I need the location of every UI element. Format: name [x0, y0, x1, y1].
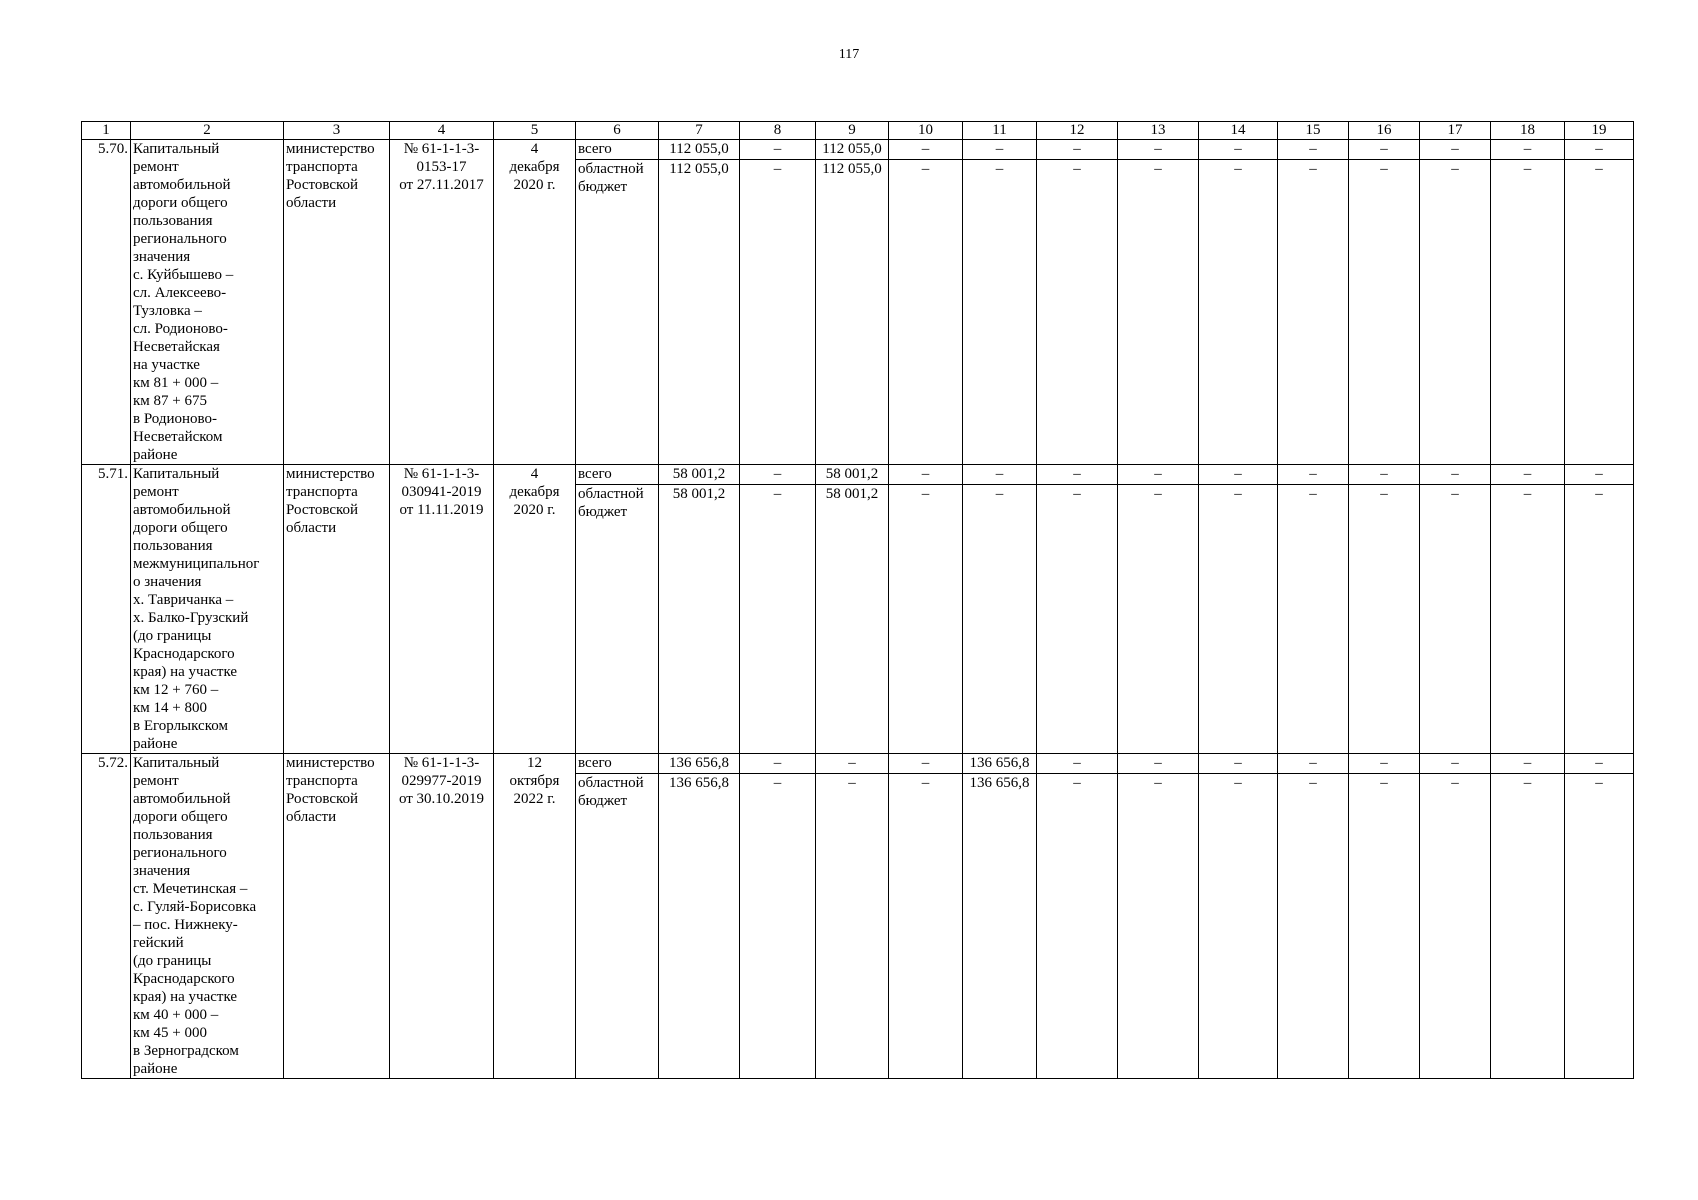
object-description-line: пользования: [133, 213, 213, 229]
funding-source: [576, 754, 659, 774]
object-description-line: дороги общего: [133, 520, 228, 536]
amount-cell: –: [1199, 140, 1278, 160]
amount-cell: –: [1118, 774, 1199, 1079]
amount-cell: –: [1491, 754, 1565, 774]
amount-cell: –: [1565, 140, 1634, 160]
amount-cell: –: [1349, 485, 1420, 754]
object-description-line: регионального: [133, 845, 227, 861]
amount-cell: –: [1278, 485, 1349, 754]
object-description-line: км 12 + 760 –: [133, 682, 219, 698]
object-description-line: края) на участке: [133, 664, 238, 680]
column-header: 9: [816, 122, 889, 140]
completion-date-line: 12: [527, 755, 542, 771]
amount-cell: –: [1118, 465, 1199, 485]
amount-cell: –: [963, 465, 1037, 485]
responsible-agency-line: Ростовской: [286, 791, 359, 807]
object-description-line: ремонт: [133, 484, 179, 500]
amount-cell: 112 055,0: [659, 140, 740, 160]
expertise-document-line: 029977-2019: [401, 773, 482, 789]
amount-cell: –: [816, 774, 889, 1079]
object-description-line: км 45 + 000: [133, 1025, 207, 1041]
object-description-line: Несветайском: [133, 429, 223, 445]
amount-cell: –: [816, 754, 889, 774]
amount-cell: –: [1349, 465, 1420, 485]
completion-date: [494, 465, 576, 754]
amount-cell: –: [1118, 754, 1199, 774]
funding-source: [576, 160, 659, 465]
object-description: [131, 465, 284, 754]
object-description-line: дороги общего: [133, 809, 228, 825]
amount-cell: –: [963, 140, 1037, 160]
responsible-agency-line: министерство: [286, 755, 375, 771]
column-header: 5: [494, 122, 576, 140]
expertise-document: [390, 754, 494, 1079]
column-header: 16: [1349, 122, 1420, 140]
expertise-document: [390, 140, 494, 465]
object-description-line: км 14 + 800: [133, 700, 207, 716]
amount-cell: –: [1118, 140, 1199, 160]
funding-source-line: бюджет: [578, 504, 628, 520]
amount-cell: –: [1199, 465, 1278, 485]
row-number: 5.71.: [82, 465, 131, 754]
amount-cell: 58 001,2: [816, 485, 889, 754]
object-description-line: (до границы: [133, 953, 212, 969]
object-description-line: км 40 + 000 –: [133, 1007, 219, 1023]
amount-cell: –: [1491, 465, 1565, 485]
object-description-line: ремонт: [133, 773, 179, 789]
amount-cell: –: [1420, 160, 1491, 465]
object-description-line: х. Тавричанка –: [133, 592, 234, 608]
amount-cell: –: [1199, 754, 1278, 774]
object-description: [131, 754, 284, 1079]
responsible-agency-line: транспорта: [286, 484, 358, 500]
funding-source-line: бюджет: [578, 179, 628, 195]
column-header: 15: [1278, 122, 1349, 140]
amount-cell: –: [740, 485, 816, 754]
completion-date-line: октября: [509, 773, 560, 789]
funding-source-line: областной: [578, 775, 644, 791]
amount-cell: –: [1199, 160, 1278, 465]
object-description-line: автомобильной: [133, 177, 231, 193]
amount-cell: –: [740, 140, 816, 160]
amount-cell: –: [889, 754, 963, 774]
funding-source-line: всего: [578, 141, 612, 157]
object-description-line: автомобильной: [133, 791, 231, 807]
amount-cell: –: [1037, 140, 1118, 160]
funding-source: [576, 485, 659, 754]
object-description-line: межмуниципальног: [133, 556, 260, 572]
header-row: [82, 122, 1634, 140]
amount-cell: –: [1565, 465, 1634, 485]
amount-cell: –: [1278, 774, 1349, 1079]
amount-cell: –: [1349, 754, 1420, 774]
object-description-line: (до границы: [133, 628, 212, 644]
expertise-document-line: от 11.11.2019: [399, 502, 484, 518]
object-description-line: в Егорлыкском: [133, 718, 228, 734]
expertise-document-line: от 27.11.2017: [399, 177, 484, 193]
column-header: 19: [1565, 122, 1634, 140]
object-description-line: пользования: [133, 538, 213, 554]
object-description-line: км 87 + 675: [133, 393, 207, 409]
column-header: 2: [131, 122, 284, 140]
column-header: 10: [889, 122, 963, 140]
object-description-line: с. Куйбышево –: [133, 267, 234, 283]
responsible-agency: [284, 140, 390, 465]
responsible-agency-line: Ростовской: [286, 502, 359, 518]
amount-cell: –: [1037, 465, 1118, 485]
object-description-line: значения: [133, 863, 191, 879]
amount-cell: –: [1565, 754, 1634, 774]
completion-date-line: 2020 г.: [513, 502, 556, 518]
completion-date-line: декабря: [509, 484, 560, 500]
responsible-agency: [284, 465, 390, 754]
object-description-line: автомобильной: [133, 502, 231, 518]
completion-date-line: 4: [530, 466, 539, 482]
amount-cell: –: [1278, 160, 1349, 465]
amount-cell: –: [963, 160, 1037, 465]
expertise-document-line: № 61-1-1-3-: [403, 141, 480, 157]
funding-source-line: областной: [578, 161, 644, 177]
object-description-line: районе: [133, 736, 178, 752]
amount-cell: –: [740, 160, 816, 465]
table-row: [82, 465, 1634, 485]
page-number: 117: [838, 47, 860, 62]
row-number: 5.70.: [82, 140, 131, 465]
responsible-agency-line: Ростовской: [286, 177, 359, 193]
table-row: [82, 754, 1634, 774]
column-header: 7: [659, 122, 740, 140]
amount-cell: 136 656,8: [659, 774, 740, 1079]
object-description-line: края) на участке: [133, 989, 238, 1005]
amount-cell: –: [1037, 160, 1118, 465]
responsible-agency-line: транспорта: [286, 773, 358, 789]
object-description-line: значения: [133, 249, 191, 265]
amount-cell: –: [889, 140, 963, 160]
amount-cell: –: [1420, 754, 1491, 774]
table-body: [82, 140, 1634, 1079]
amount-cell: –: [1278, 140, 1349, 160]
object-description-line: в Родионово-: [133, 411, 218, 427]
amount-cell: –: [1278, 754, 1349, 774]
amount-cell: –: [1037, 754, 1118, 774]
amount-cell: 112 055,0: [659, 160, 740, 465]
amount-cell: –: [1491, 774, 1565, 1079]
completion-date-line: 4: [530, 141, 539, 157]
amount-cell: 58 001,2: [659, 485, 740, 754]
object-description-line: км 81 + 000 –: [133, 375, 219, 391]
responsible-agency-line: области: [286, 520, 337, 536]
amount-cell: –: [1491, 485, 1565, 754]
expertise-document: [390, 465, 494, 754]
object-description-line: Краснодарского: [133, 646, 235, 662]
row-number: 5.72.: [82, 754, 131, 1079]
funding-source-line: областной: [578, 486, 644, 502]
amount-cell: –: [1420, 774, 1491, 1079]
amount-cell: –: [1118, 160, 1199, 465]
object-description-line: сл. Родионово-: [133, 321, 228, 337]
amount-cell: –: [1278, 465, 1349, 485]
responsible-agency-line: министерство: [286, 141, 375, 157]
object-description-line: с. Гуляй-Борисовка: [133, 899, 257, 915]
object-description: [131, 140, 284, 465]
object-description-line: Капитальный: [133, 755, 220, 771]
amount-cell: 136 656,8: [659, 754, 740, 774]
amount-cell: –: [1349, 160, 1420, 465]
amount-cell: –: [963, 485, 1037, 754]
amount-cell: –: [1565, 774, 1634, 1079]
amount-cell: –: [889, 465, 963, 485]
amount-cell: –: [1491, 160, 1565, 465]
responsible-agency-line: области: [286, 195, 337, 211]
object-description-line: Краснодарского: [133, 971, 235, 987]
column-header: 14: [1199, 122, 1278, 140]
column-header: 13: [1118, 122, 1199, 140]
amount-cell: –: [1118, 485, 1199, 754]
object-description-line: ст. Мечетинская –: [133, 881, 248, 897]
funding-source-line: бюджет: [578, 793, 628, 809]
amount-cell: –: [1420, 485, 1491, 754]
amount-cell: –: [1199, 485, 1278, 754]
amount-cell: –: [740, 465, 816, 485]
amount-cell: –: [1199, 774, 1278, 1079]
amount-cell: 136 656,8: [963, 754, 1037, 774]
object-description-line: Несветайская: [133, 339, 220, 355]
object-description-line: на участке: [133, 357, 200, 373]
amount-cell: 58 001,2: [816, 465, 889, 485]
object-description-line: в Зерноградском: [133, 1043, 239, 1059]
expertise-document-line: 030941-2019: [401, 484, 482, 500]
column-header: 17: [1420, 122, 1491, 140]
amount-cell: –: [1349, 140, 1420, 160]
amount-cell: –: [1491, 140, 1565, 160]
object-description-line: Капитальный: [133, 466, 220, 482]
amount-cell: 112 055,0: [816, 140, 889, 160]
column-header: 3: [284, 122, 390, 140]
funding-source-line: всего: [578, 755, 612, 771]
amount-cell: –: [1565, 485, 1634, 754]
object-description-line: районе: [133, 447, 178, 463]
funding-source: [576, 140, 659, 160]
column-header: 1: [82, 122, 131, 140]
expertise-document-line: № 61-1-1-3-: [403, 466, 480, 482]
funding-source: [576, 465, 659, 485]
amount-cell: 136 656,8: [963, 774, 1037, 1079]
object-description-line: сл. Алексеево-: [133, 285, 227, 301]
object-description-line: – пос. Нижнеку-: [133, 917, 238, 933]
expertise-document-line: № 61-1-1-3-: [403, 755, 480, 771]
completion-date-line: 2020 г.: [513, 177, 556, 193]
object-description-line: регионального: [133, 231, 227, 247]
completion-date-line: 2022 г.: [513, 791, 556, 807]
data-table: [81, 121, 1634, 1079]
column-header: 4: [390, 122, 494, 140]
object-description-line: гейский: [133, 935, 184, 951]
object-description-line: Капитальный: [133, 141, 220, 157]
amount-cell: –: [740, 774, 816, 1079]
responsible-agency-line: транспорта: [286, 159, 358, 175]
object-description-line: Тузловка –: [133, 303, 202, 319]
amount-cell: –: [1037, 485, 1118, 754]
expertise-document-line: 0153-17: [416, 159, 467, 175]
completion-date: [494, 754, 576, 1079]
amount-cell: –: [1037, 774, 1118, 1079]
amount-cell: –: [1565, 160, 1634, 465]
object-description-line: пользования: [133, 827, 213, 843]
responsible-agency-line: области: [286, 809, 337, 825]
amount-cell: –: [740, 754, 816, 774]
column-header: 11: [963, 122, 1037, 140]
amount-cell: –: [889, 485, 963, 754]
responsible-agency: [284, 754, 390, 1079]
object-description-line: ремонт: [133, 159, 179, 175]
amount-cell: –: [889, 774, 963, 1079]
amount-cell: 58 001,2: [659, 465, 740, 485]
object-description-line: районе: [133, 1061, 178, 1077]
column-header: 6: [576, 122, 659, 140]
amount-cell: –: [889, 160, 963, 465]
object-description-line: о значения: [133, 574, 202, 590]
amount-cell: –: [1420, 465, 1491, 485]
expertise-document-line: от 30.10.2019: [398, 791, 485, 807]
object-description-line: х. Балко-Грузский: [133, 610, 249, 626]
column-header: 8: [740, 122, 816, 140]
responsible-agency-line: министерство: [286, 466, 375, 482]
completion-date: [494, 140, 576, 465]
column-header: 12: [1037, 122, 1118, 140]
completion-date-line: декабря: [509, 159, 560, 175]
column-header: 18: [1491, 122, 1565, 140]
funding-source: [576, 774, 659, 1079]
object-description-line: дороги общего: [133, 195, 228, 211]
amount-cell: 112 055,0: [816, 160, 889, 465]
funding-source-line: всего: [578, 466, 612, 482]
amount-cell: –: [1349, 774, 1420, 1079]
table-row: [82, 140, 1634, 160]
amount-cell: –: [1420, 140, 1491, 160]
